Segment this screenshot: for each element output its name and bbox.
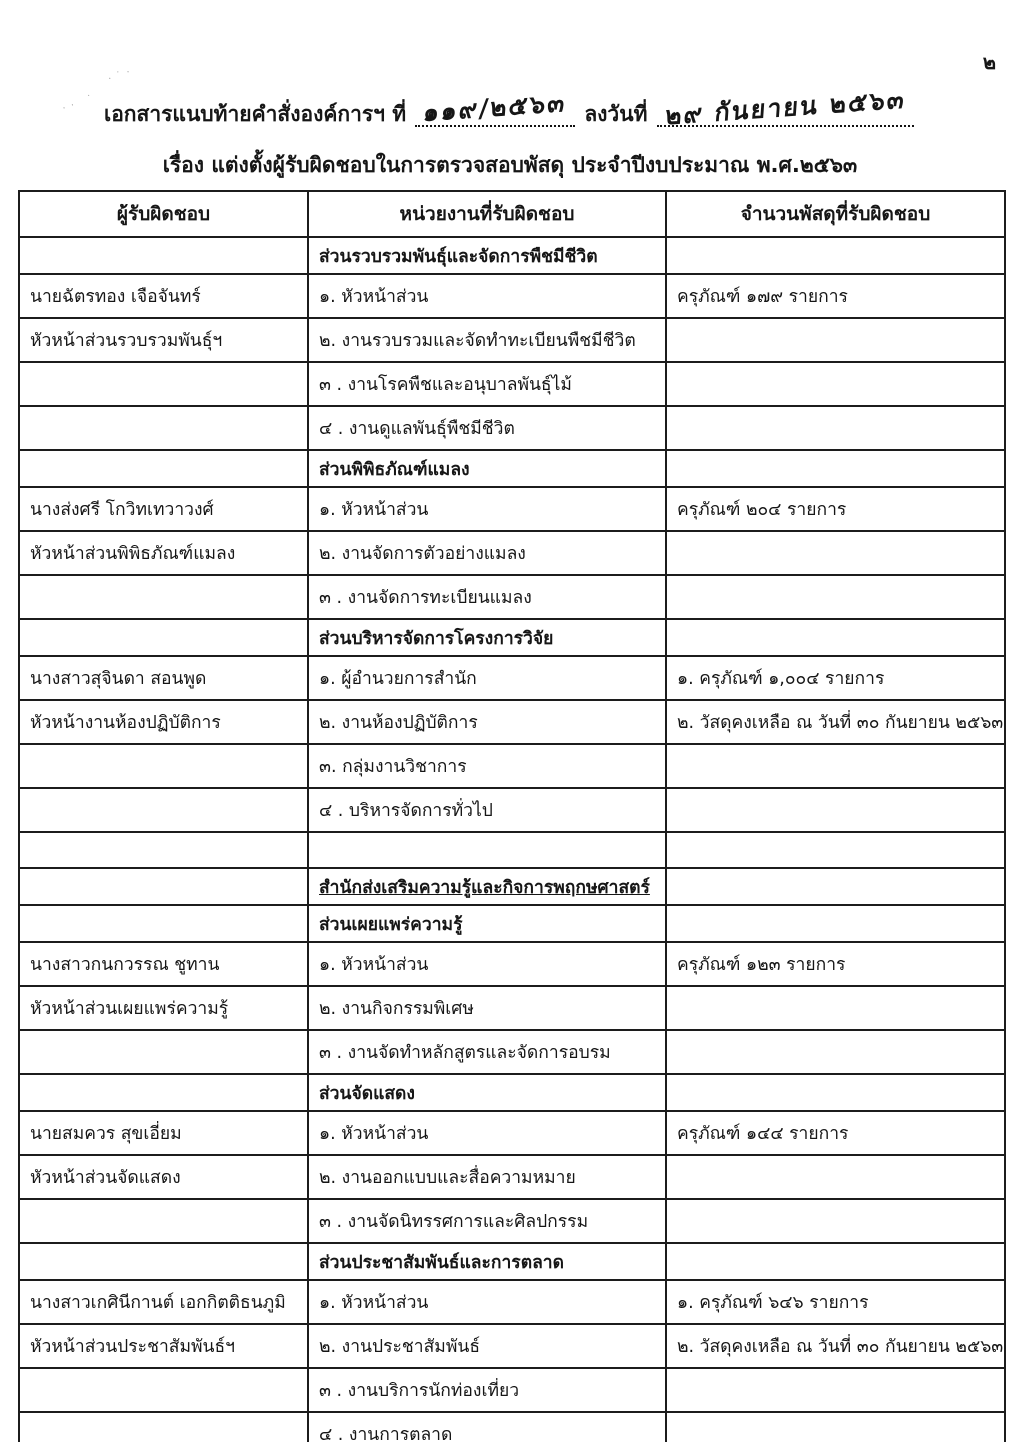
cell-assets [666, 986, 1005, 1030]
cell-person [19, 619, 308, 656]
cell-assets: ครุภัณฑ์ ๑๔๔ รายการ [666, 1111, 1005, 1155]
cell-person [19, 1368, 308, 1412]
cell-assets: ครุภัณฑ์ ๒๐๔ รายการ [666, 487, 1005, 531]
cell-person [19, 450, 308, 487]
cell-assets [666, 1243, 1005, 1280]
cell-unit: ๑. หัวหน้าส่วน [308, 942, 666, 986]
table-row [19, 274, 1005, 318]
table-row [19, 700, 1005, 744]
doc-number-handwritten: ๑๑๙/๒๕๖๓ [422, 87, 568, 128]
cell-unit: ส่วนพิพิธภัณฑ์แมลง [308, 450, 666, 487]
cell-assets [666, 1199, 1005, 1243]
table-row [19, 318, 1005, 362]
cell-unit: ๓. กลุ่มงานวิชาการ [308, 744, 666, 788]
cell-unit: ๔ . งานการตลาด [308, 1412, 666, 1442]
cell-unit: ๒. งานกิจกรรมพิเศษ [308, 986, 666, 1030]
document-title [0, 84, 1020, 182]
cell-person: นางสาวสุจินดา สอนพูด [19, 656, 308, 700]
title-prefix: เอกสารแนบท้ายคำสั่งองค์การฯ ที่ [104, 102, 407, 126]
title-line-1 [0, 84, 1020, 131]
cell-person: หัวหน้าส่วนประชาสัมพันธ์ฯ [19, 1324, 308, 1368]
cell-person: หัวหน้าส่วนพิพิธภัณฑ์แมลง [19, 531, 308, 575]
table-row [19, 942, 1005, 986]
table-header-row [19, 191, 1005, 237]
doc-date-handwritten: ๒๙ กันยายน ๒๕๖๓ [664, 84, 907, 131]
title-middle: ลงวันที่ [584, 102, 648, 126]
cell-unit: ๑. หัวหน้าส่วน [308, 487, 666, 531]
cell-assets [666, 832, 1005, 868]
cell-person [19, 1243, 308, 1280]
cell-assets: ๒. วัสดุคงเหลือ ณ วันที่ ๓๐ กันยายน ๒๕๖๓ [666, 700, 1005, 744]
cell-assets [666, 1074, 1005, 1111]
cell-unit: ๒. งานออกแบบและสื่อความหมาย [308, 1155, 666, 1199]
cell-person: นายฉัตรทอง เจือจันทร์ [19, 274, 308, 318]
cell-assets [666, 531, 1005, 575]
cell-unit: ๓ . งานจัดการทะเบียนแมลง [308, 575, 666, 619]
cell-person [19, 905, 308, 942]
cell-person [19, 788, 308, 832]
responsibility-table [18, 190, 1006, 1442]
table-row [19, 1199, 1005, 1243]
col-header-unit: หน่วยงานที่รับผิดชอบ [308, 191, 666, 237]
cell-assets: ๒. วัสดุคงเหลือ ณ วันที่ ๓๐ กันยายน ๒๕๖๓ [666, 1324, 1005, 1368]
cell-unit: ๑. ผู้อำนวยการสำนัก [308, 656, 666, 700]
col-header-assets: จำนวนพัสดุที่รับผิดชอบ [666, 191, 1005, 237]
cell-person [19, 406, 308, 450]
cell-person: หัวหน้าส่วนจัดแสดง [19, 1155, 308, 1199]
cell-person [19, 575, 308, 619]
table-row [19, 1280, 1005, 1324]
cell-assets [666, 575, 1005, 619]
cell-assets [666, 237, 1005, 274]
cell-unit: ๓ . งานจัดนิทรรศการและศิลปกรรม [308, 1199, 666, 1243]
cell-unit: ส่วนบริหารจัดการโครงการวิจัย [308, 619, 666, 656]
cell-assets: ครุภัณฑ์ ๑๗๙ รายการ [666, 274, 1005, 318]
table-row [19, 1111, 1005, 1155]
table-row [19, 531, 1005, 575]
doc-number-field [415, 87, 575, 128]
table-row [19, 986, 1005, 1030]
table-row [19, 1412, 1005, 1442]
cell-unit: ๒. งานรวบรวมและจัดทำทะเบียนพืชมีชีวิต [308, 318, 666, 362]
cell-unit: ๔ . บริหารจัดการทั่วไป [308, 788, 666, 832]
cell-person: นางส่งศรี โกวิทเทวาวงศ์ [19, 487, 308, 531]
cell-unit: ส่วนประชาสัมพันธ์และการตลาด [308, 1243, 666, 1280]
cell-unit: สำนักส่งเสริมความรู้และกิจการพฤกษศาสตร์ [308, 868, 666, 905]
cell-unit: ๑. หัวหน้าส่วน [308, 1280, 666, 1324]
section-row [19, 1074, 1005, 1111]
table-row [19, 362, 1005, 406]
cell-person [19, 744, 308, 788]
cell-person [19, 362, 308, 406]
cell-person [19, 1412, 308, 1442]
cell-assets [666, 362, 1005, 406]
cell-assets [666, 318, 1005, 362]
cell-assets [666, 1368, 1005, 1412]
cell-assets [666, 450, 1005, 487]
table-row [19, 575, 1005, 619]
cell-assets [666, 788, 1005, 832]
cell-person [19, 237, 308, 274]
table-row [19, 1155, 1005, 1199]
cell-assets [666, 1030, 1005, 1074]
cell-person [19, 1074, 308, 1111]
cell-unit: ส่วนรวบรวมพันธุ์และจัดการพืชมีชีวิต [308, 237, 666, 274]
cell-person: นายสมควร สุขเอี่ยม [19, 1111, 308, 1155]
section-underline-row [19, 868, 1005, 905]
cell-unit: ๓ . งานบริการนักท่องเที่ยว [308, 1368, 666, 1412]
empty-row [19, 832, 1005, 868]
cell-assets [666, 1412, 1005, 1442]
cell-person: นางสาวเกศินีกานต์ เอกกิตติธนภูมิ [19, 1280, 308, 1324]
cell-unit: ๔ . งานดูแลพันธุ์พืชมีชีวิต [308, 406, 666, 450]
cell-assets [666, 1155, 1005, 1199]
cell-person: หัวหน้างานห้องปฏิบัติการ [19, 700, 308, 744]
cell-assets [666, 744, 1005, 788]
cell-assets [666, 619, 1005, 656]
table-row [19, 656, 1005, 700]
col-header-person: ผู้รับผิดชอบ [19, 191, 308, 237]
cell-person [19, 868, 308, 905]
cell-person: หัวหน้าส่วนเผยแพร่ความรู้ [19, 986, 308, 1030]
table-row [19, 1030, 1005, 1074]
cell-assets [666, 868, 1005, 905]
section-row [19, 237, 1005, 274]
cell-person [19, 832, 308, 868]
cell-unit: ส่วนจัดแสดง [308, 1074, 666, 1111]
cell-person [19, 1030, 308, 1074]
cell-assets: ๑. ครุภัณฑ์ ๑,๐๐๔ รายการ [666, 656, 1005, 700]
cell-person [19, 1199, 308, 1243]
table-row [19, 487, 1005, 531]
section-row [19, 905, 1005, 942]
table-row [19, 1324, 1005, 1368]
doc-date-field [657, 84, 914, 131]
table-row [19, 1368, 1005, 1412]
cell-assets: ๑. ครุภัณฑ์ ๖๔๖ รายการ [666, 1280, 1005, 1324]
cell-assets: ครุภัณฑ์ ๑๒๓ รายการ [666, 942, 1005, 986]
section-row [19, 450, 1005, 487]
cell-person: หัวหน้าส่วนรวบรวมพันธุ์ฯ [19, 318, 308, 362]
section-row [19, 619, 1005, 656]
cell-unit: ๓ . งานจัดทำหลักสูตรและจัดการอบรม [308, 1030, 666, 1074]
page-number: ๒ [982, 50, 996, 74]
cell-assets [666, 905, 1005, 942]
cell-unit: ๓ . งานโรคพืชและอนุบาลพันธุ์ไม้ [308, 362, 666, 406]
table-row [19, 788, 1005, 832]
cell-unit: ๑. หัวหน้าส่วน [308, 274, 666, 318]
cell-unit: ๒. งานประชาสัมพันธ์ [308, 1324, 666, 1368]
title-subject-line: เรื่อง แต่งตั้งผู้รับผิดชอบในการตรวจสอบพัสดุ ประจำปีงบประมาณ พ.ศ.๒๕๖๓ [162, 153, 858, 177]
cell-unit: ๑. หัวหน้าส่วน [308, 1111, 666, 1155]
section-row [19, 1243, 1005, 1280]
pencil-mark: ·· ˙ [61, 91, 100, 115]
cell-unit: ๒. งานจัดการตัวอย่างแมลง [308, 531, 666, 575]
cell-unit [308, 832, 666, 868]
table-row [19, 744, 1005, 788]
cell-unit: ส่วนเผยแพร่ความรู้ [308, 905, 666, 942]
cell-assets [666, 406, 1005, 450]
pencil-mark: ·˙· [107, 65, 138, 85]
table-row [19, 406, 1005, 450]
cell-unit: ๒. งานห้องปฏิบัติการ [308, 700, 666, 744]
cell-person: นางสาวกนกวรรณ ชูทาน [19, 942, 308, 986]
